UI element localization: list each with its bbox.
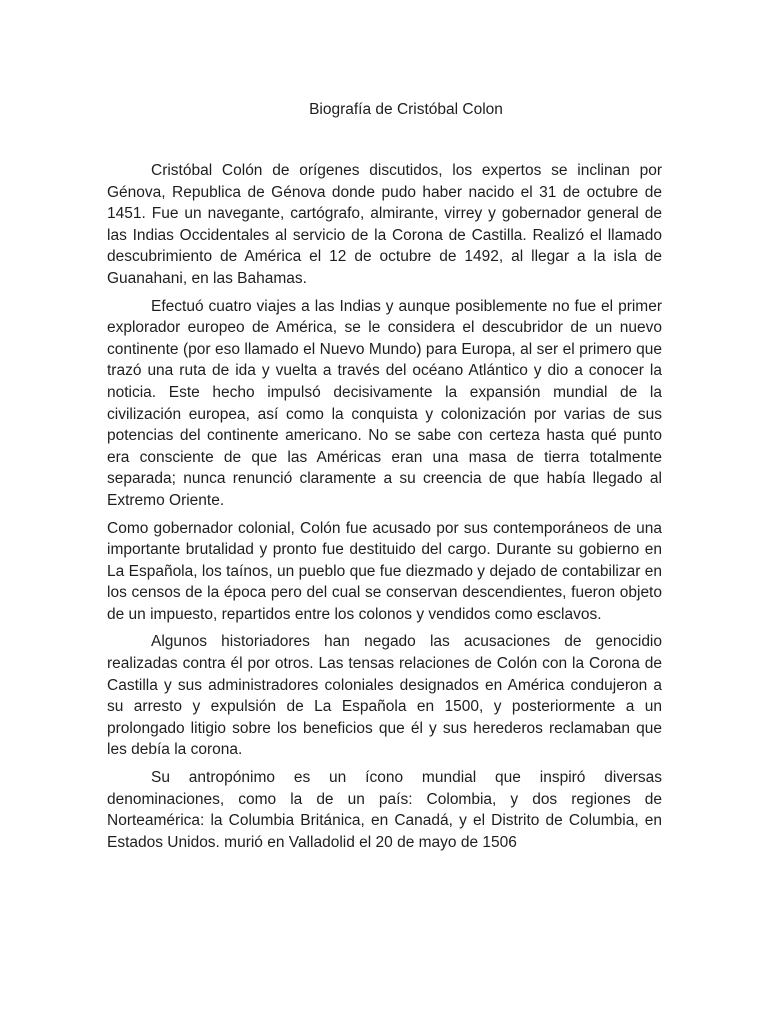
document-body bbox=[107, 160, 662, 859]
paragraph-voyages: Efectuó cuatro viajes a las Indias y aunque posiblemente no fue el primer explorador europeo de América, se le considera el descubridor de un nuevo continente (por eso llamado el Nuevo Mundo) para Europa, al ser el primero que trazó una ruta de ida y vuelta a través del océano Atlántico y dio a conocer la noticia. Este hecho impulsó decisivamente la expansión mundial de la civilización europea, así como la conquista y colonización por varias de sus potencias del continente americano. No se sabe con certeza hasta qué punto era consciente de que las Américas eran una masa de tierra totalmente separada; nunca renunció claramente a su creencia de que había llegado al Extremo Oriente. bbox=[107, 297, 662, 509]
paragraph-legacy: Su antropónimo es un ícono mundial que inspiró diversas denominaciones, como la de un país: Colombia, y dos regiones de Norteamérica: la Columbia Británica, en Canadá, y el Distrito de Columbia, en Estados Unidos. murió en Valladolid el 20 de mayo de 1506 bbox=[107, 769, 662, 851]
document-title: Biografía de Cristóbal Colon bbox=[309, 101, 503, 118]
paragraph-historians: Algunos historiadores han negado las acusaciones de genocidio realizadas contra él por otros. Las tensas relaciones de Colón con la Corona de Castilla y sus administradores coloniales designados en América condujeron a su arresto y expulsión de La Española en 1500, y posteriormente a un prolongado litigio sobre los beneficios que él y sus herederos reclamaban que les debía la corona. bbox=[107, 633, 662, 759]
paragraph-origins: Cristóbal Colón de orígenes discutidos, los expertos se inclinan por Génova, Republica de Génova donde pudo haber nacido el 31 de octubre de 1451. Fue un navegante, cartógrafo, almirante, virrey y gobernador general de las Indias Occidentales al servicio de la Corona de Castilla. Realizó el llamado descubrimiento de América el 12 de octubre de 1492, al llegar a la isla de Guanahani, en las Bahamas. bbox=[107, 162, 662, 287]
paragraph-governor: Como gobernador colonial, Colón fue acusado por sus contemporáneos de una importante brutalidad y pronto fue destituido del cargo. Durante su gobierno en La Española, los taínos, un pueblo que fue diezmado y dejado de contabilizar en los censos de la época pero del cual se conservan descendientes, fueron objeto de un impuesto, repartidos entre los colonos y vendidos como esclavos. bbox=[107, 519, 662, 623]
